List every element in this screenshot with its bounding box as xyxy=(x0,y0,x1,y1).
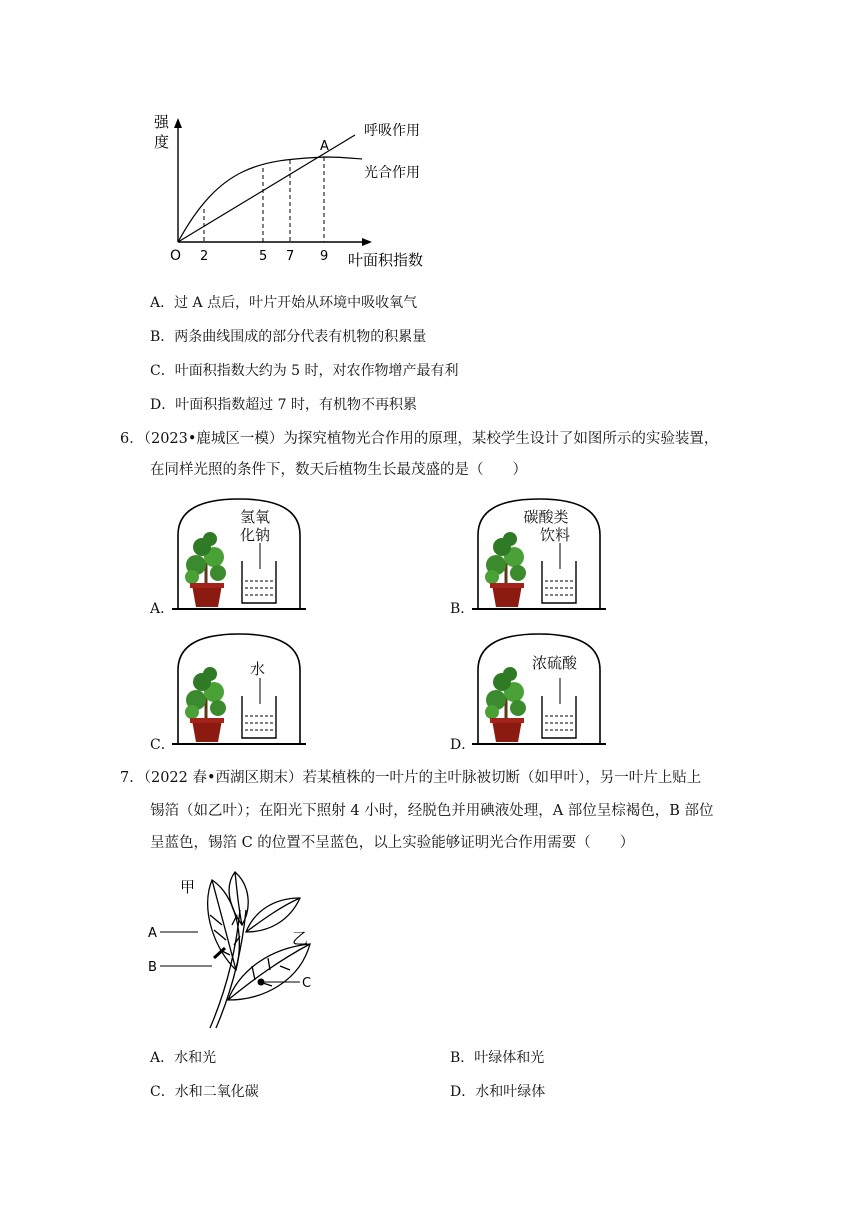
jar-label-line: 水 xyxy=(250,660,266,678)
q6-option-d-letter[interactable]: D． xyxy=(450,737,476,753)
q7-option-c[interactable]: C．水和二氧化碳 xyxy=(150,1084,259,1100)
q6-jar-b-label xyxy=(522,508,570,544)
jar-label-line: 浓硫酸 xyxy=(532,654,578,672)
jar-label-line: 化钠 xyxy=(240,526,271,544)
q5-option-d[interactable]: D．叶面积指数超过 7 时，有机物不再积累 xyxy=(150,397,418,413)
leaf-yi xyxy=(228,944,310,1000)
y-axis-label-2: 度 xyxy=(154,133,170,151)
q6-stem-line1: 6．（2023•鹿城区一模）为探究植物光合作用的原理，某校学生设计了如图所示的实验装置， xyxy=(120,431,719,447)
q5-option-c[interactable]: C．叶面积指数大约为 5 时，对农作物增产最有利 xyxy=(150,363,459,379)
y-axis-label-1: 强 xyxy=(154,113,170,131)
part-c-label: C xyxy=(302,976,312,991)
q6-option-a-letter[interactable]: A． xyxy=(150,601,175,617)
q6-jar-c-label xyxy=(250,660,265,678)
q6-jar-d-label xyxy=(532,654,577,672)
photosynthesis-legend: 光合作用 xyxy=(364,165,420,181)
q6-jar-c-figure xyxy=(172,630,307,748)
q7-option-b[interactable]: B．叶绿体和光 xyxy=(450,1050,545,1066)
q6-jar-d-figure xyxy=(472,630,607,748)
point-a-label: A xyxy=(320,139,329,154)
q6-option-b-letter[interactable]: B． xyxy=(450,601,475,617)
photosynthesis-curve xyxy=(178,157,362,242)
jar-label-line: 饮料 xyxy=(540,526,571,544)
tick-label-2: 2 xyxy=(200,249,209,264)
tick-label-5: 5 xyxy=(259,249,268,264)
q7-stem-line2: 锡箔（如乙叶）；在阳光下照射 4 小时，经脱色并用碘液处理，A 部位呈棕褐色，B 部位 xyxy=(150,803,714,819)
cut-mark xyxy=(214,948,225,958)
x-axis-arrow xyxy=(362,238,372,246)
q5-option-a[interactable]: A．过 A 点后，叶片开始从环境中吸收氧气 xyxy=(150,295,418,311)
origin-label: O xyxy=(170,248,182,264)
part-b-label: B xyxy=(148,960,157,975)
q7-leaf-figure xyxy=(140,870,330,1030)
leaf-jia-label: 甲 xyxy=(180,878,196,896)
tick-label-7: 7 xyxy=(286,249,295,264)
q5-option-b[interactable]: B．两条曲线围成的部分代表有机物的积累量 xyxy=(150,329,427,345)
q7-option-d[interactable]: D．水和叶绿体 xyxy=(450,1084,546,1100)
q7-stem-line1: 7．（2022 春•西湖区期末）若某植株的一叶片的主叶脉被切断（如甲叶），另一叶片上贴上 xyxy=(120,770,702,786)
q6-stem-line2: 在同样光照的条件下，数天后植物生长最茂盛的是（ ） xyxy=(150,462,527,478)
x-axis-label: 叶面积指数 xyxy=(348,251,424,269)
foil-spot-c xyxy=(258,979,265,986)
part-a-label: A xyxy=(148,926,157,941)
tick-label-9: 9 xyxy=(320,249,329,264)
q6-option-c-letter[interactable]: C． xyxy=(150,737,175,753)
respiration-legend: 呼吸作用 xyxy=(364,123,420,139)
q7-stem-line3: 呈蓝色，锡箔 C 的位置不呈蓝色，以上实验能够证明光合作用需要（ ） xyxy=(150,835,635,851)
q7-option-a[interactable]: A．水和光 xyxy=(150,1050,217,1066)
jar-label-line: 碳酸类 xyxy=(523,508,569,526)
leaf-yi-label: 乙 xyxy=(292,929,309,948)
jar-label-line: 氢氧 xyxy=(240,508,271,526)
y-axis-arrow xyxy=(174,118,182,128)
leaf-area-index-chart xyxy=(140,105,460,275)
q6-jar-a-label xyxy=(240,508,270,544)
